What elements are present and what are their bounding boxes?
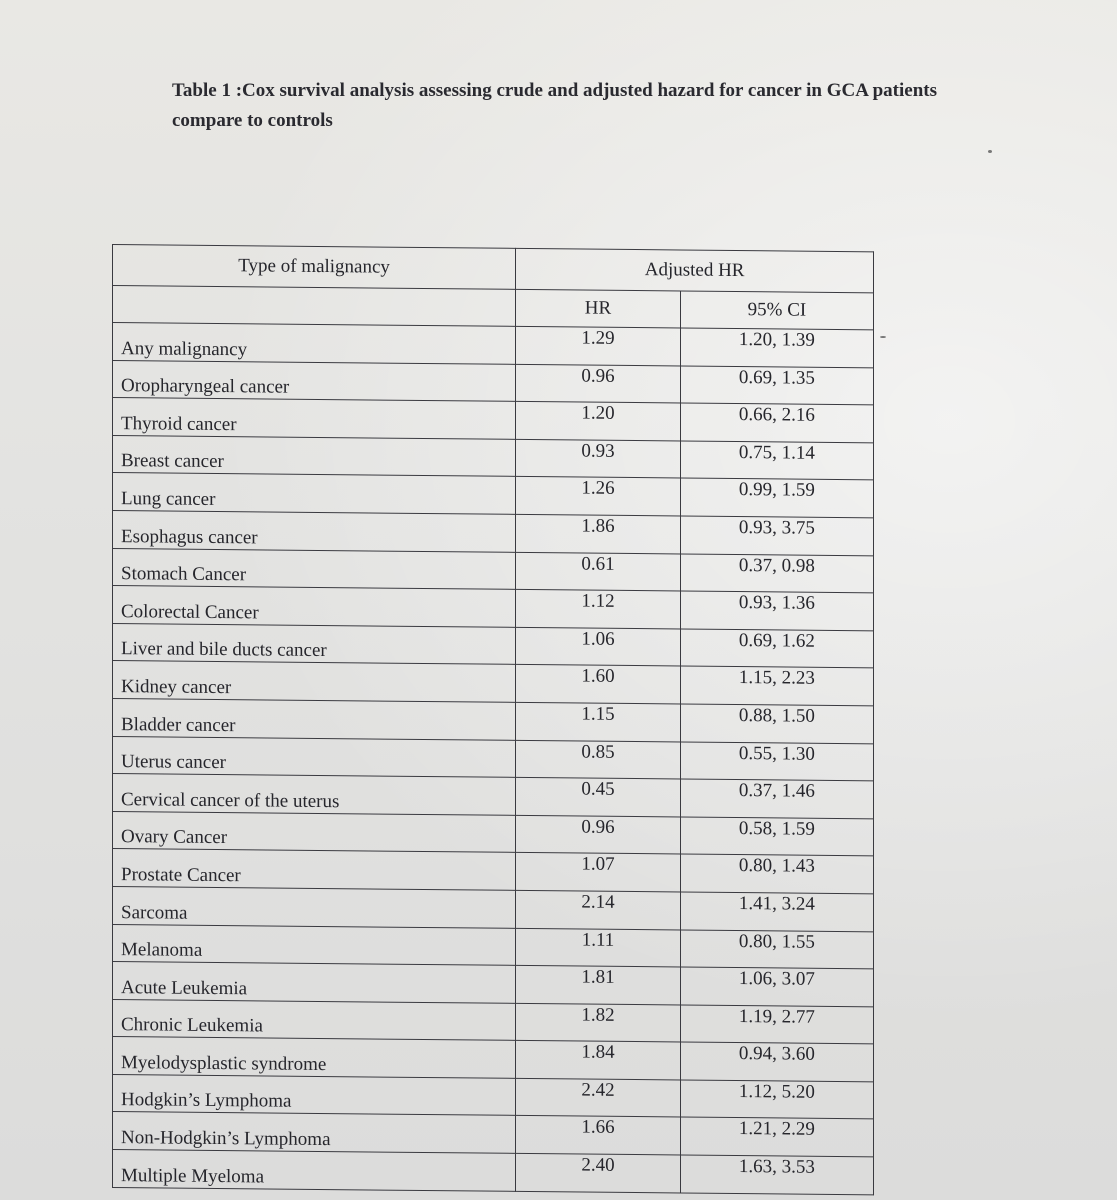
table-row [113,849,874,894]
table-row [113,398,874,443]
ci-value-cell: 0.37, 1.46 [680,779,873,818]
ci-value-cell: 1.06, 3.07 [680,967,873,1006]
table-row [113,360,874,405]
malignancy-type-cell: Acute Leukemia [113,962,516,1003]
malignancy-type-cell: Breast cancer [113,435,516,476]
malignancy-type-cell: Melanoma [113,924,516,965]
malignancy-type-cell: Any malignancy [113,323,516,364]
ci-value-cell: 0.88, 1.50 [680,704,873,743]
header-type-of-malignancy: Type of malignancy [113,245,516,290]
hazard-ratio-table [112,244,874,1195]
malignancy-type-cell: Ovary Cancer [113,811,516,852]
header-95-ci: 95% CI [680,291,873,330]
malignancy-type-cell: Prostate Cancer [113,849,516,890]
ci-value-cell: 1.19, 2.77 [680,1005,873,1044]
table-row [113,623,874,668]
malignancy-type-cell: Myelodysplastic syndrome [113,1037,516,1078]
table-title-line-1: Table 1 :Cox survival analysis assessing crude and adjusted hazard for cancer in GCA patients [172,80,938,101]
ci-value-cell: 1.41, 3.24 [680,892,873,931]
ci-value-cell: 0.69, 1.35 [680,366,873,405]
table-row [113,548,874,593]
malignancy-type-cell: Hodgkin’s Lymphoma [113,1074,516,1115]
table-body [113,323,874,1195]
malignancy-type-cell: Stomach Cancer [113,548,516,589]
paper-speck [988,150,992,153]
hr-value-cell: 0.45 [516,778,681,817]
table-row [113,661,874,706]
ci-value-cell: 0.58, 1.59 [680,817,873,856]
table-row [113,586,874,631]
hr-value-cell: 1.11 [516,928,681,967]
header-adjusted-hr: Adjusted HR [516,248,874,292]
hr-value-cell: 1.60 [516,665,681,704]
ci-value-cell: 0.80, 1.55 [680,929,873,968]
hr-value-cell: 1.06 [516,627,681,666]
table-title [172,76,1107,136]
table-row [113,999,874,1044]
ci-value-cell: 1.21, 2.29 [680,1117,873,1156]
ci-value-cell: 0.93, 3.75 [680,516,873,555]
hr-value-cell: 1.29 [516,326,681,365]
hr-value-cell: 1.82 [516,1003,681,1042]
malignancy-type-cell: Non-Hodgkin’s Lymphoma [113,1112,516,1153]
ci-value-cell: 0.66, 2.16 [680,403,873,442]
malignancy-type-cell: Oropharyngeal cancer [113,360,516,401]
hr-value-cell: 1.12 [516,590,681,629]
malignancy-type-cell: Chronic Leukemia [113,999,516,1040]
table-row [113,774,874,819]
table-row [113,1112,874,1157]
ci-value-cell: 0.75, 1.14 [680,441,873,480]
table-row [113,811,874,856]
malignancy-type-cell: Cervical cancer of the uterus [113,774,516,815]
malignancy-type-cell: Uterus cancer [113,736,516,777]
hr-value-cell: 1.84 [516,1041,681,1080]
table-row [113,1037,874,1082]
malignancy-type-cell: Multiple Myeloma [113,1150,516,1191]
hr-value-cell: 1.81 [516,965,681,1004]
hr-value-cell: 1.20 [516,402,681,441]
malignancy-type-cell: Lung cancer [113,473,516,514]
malignancy-type-cell: Colorectal Cancer [113,586,516,627]
hr-value-cell: 0.96 [516,364,681,403]
table-title-line-2: compare to controls [172,110,333,131]
malignancy-type-cell: Bladder cancer [113,698,516,739]
hr-value-cell: 0.85 [516,740,681,779]
table-row [113,510,874,555]
ci-value-cell: 0.37, 0.98 [680,554,873,593]
table-row [113,962,874,1007]
ci-value-cell: 0.55, 1.30 [680,741,873,780]
ci-value-cell: 0.94, 3.60 [680,1042,873,1081]
table-header-row [113,245,874,293]
malignancy-type-cell: Liver and bile ducts cancer [113,623,516,664]
ci-value-cell: 0.93, 1.36 [680,591,873,630]
table-row [113,323,874,368]
hr-value-cell: 1.07 [516,853,681,892]
header-hr: HR [516,289,681,328]
ci-value-cell: 0.99, 1.59 [680,478,873,517]
table-row [113,1150,874,1195]
malignancy-type-cell: Esophagus cancer [113,510,516,551]
ci-value-cell: 1.12, 5.20 [680,1080,873,1119]
malignancy-type-cell: Sarcoma [113,886,516,927]
ci-value-cell: 1.20, 1.39 [680,328,873,367]
hr-value-cell: 0.96 [516,815,681,854]
table-row [113,698,874,743]
hr-value-cell: 0.93 [516,439,681,478]
ci-value-cell: 1.63, 3.53 [680,1155,873,1194]
hr-value-cell: 1.86 [516,514,681,553]
ci-value-cell: 1.15, 2.23 [680,666,873,705]
hr-value-cell: 0.61 [516,552,681,591]
hr-value-cell: 2.42 [516,1078,681,1117]
hr-value-cell: 1.15 [516,702,681,741]
malignancy-type-cell: Kidney cancer [113,661,516,702]
hr-value-cell: 1.66 [516,1116,681,1155]
ci-value-cell: 0.69, 1.62 [680,629,873,668]
hr-value-cell: 2.40 [516,1153,681,1192]
paper-speck [880,336,886,338]
table-row [113,1074,874,1119]
hr-value-cell: 1.26 [516,477,681,516]
header-empty-cell [113,286,516,327]
hr-value-cell: 2.14 [516,890,681,929]
malignancy-type-cell: Thyroid cancer [113,398,516,439]
ci-value-cell: 0.80, 1.43 [680,854,873,893]
